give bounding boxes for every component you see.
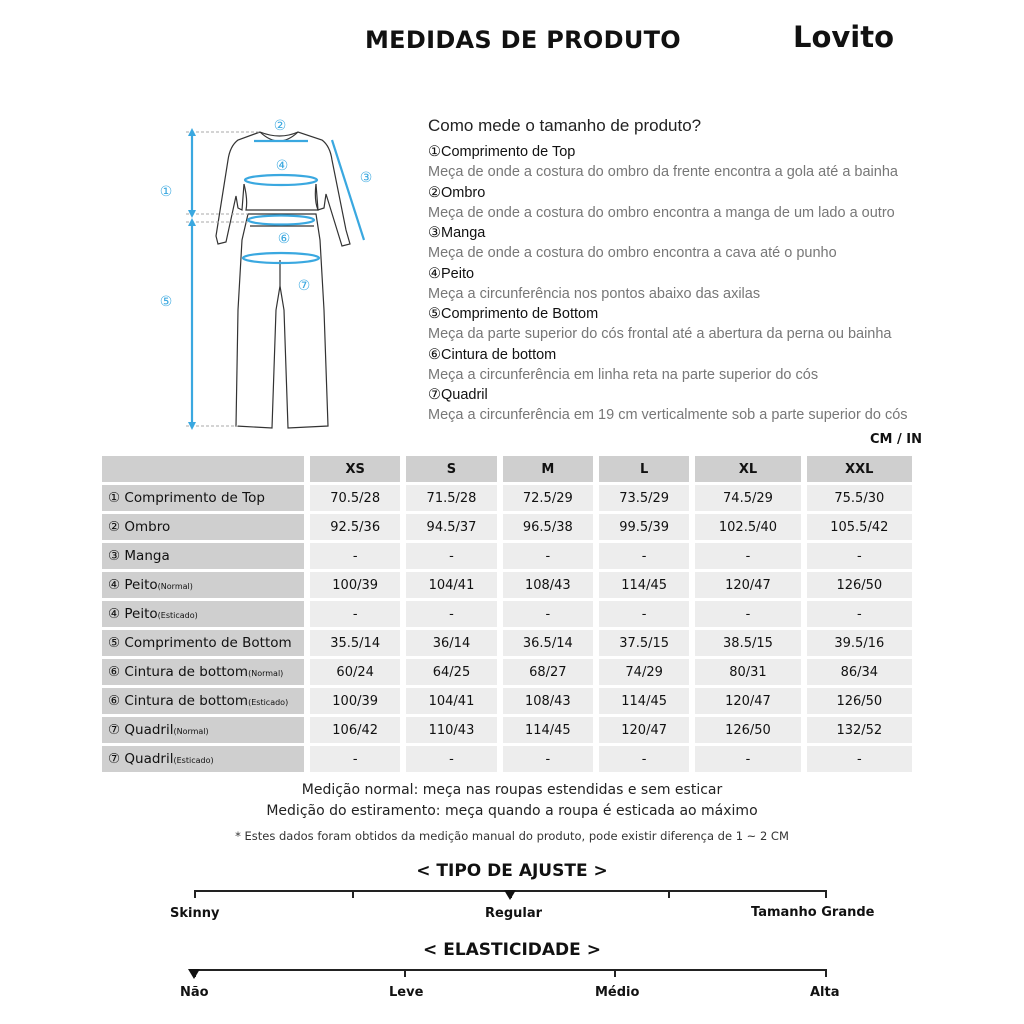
table-cell: - bbox=[310, 543, 400, 569]
table-cell: 74.5/29 bbox=[695, 485, 800, 511]
guide-item-desc: Meça a circunferência em linha reta na parte superior do cós bbox=[428, 366, 819, 383]
guide-item-desc: Meça de onde a costura do ombro da frente encontra a gola até a bainha bbox=[428, 164, 898, 180]
table-cell: 114/45 bbox=[599, 572, 689, 598]
note-disclaimer: * Estes dados foram obtidos da medição manual do produto, pode existir diferença de 1 ~ 2 CM bbox=[235, 829, 789, 843]
table-cell: 120/47 bbox=[695, 688, 800, 714]
row-label-text: ⑦ Quadril bbox=[108, 751, 174, 767]
table-cell: - bbox=[807, 543, 912, 569]
table-cell: 100/39 bbox=[310, 572, 400, 598]
row-label-text: ⑥ Cintura de bottom bbox=[108, 693, 249, 709]
elasticity-selected-marker bbox=[188, 969, 200, 979]
table-row bbox=[102, 572, 912, 598]
row-label-text: ④ Peito bbox=[108, 577, 158, 593]
measurement-guide bbox=[428, 116, 948, 426]
fit-tick bbox=[194, 890, 196, 898]
table-cell: - bbox=[695, 601, 800, 627]
fit-label-regular: Regular bbox=[485, 906, 543, 921]
guide-item-name: ③Manga bbox=[428, 225, 486, 241]
marker-hip: ⑦ bbox=[297, 278, 311, 294]
table-row bbox=[102, 514, 912, 540]
table-row bbox=[102, 746, 912, 772]
table-cell: 105.5/42 bbox=[807, 514, 912, 540]
guide-item-bottom-length bbox=[428, 304, 948, 345]
table-cell: 114/45 bbox=[599, 688, 689, 714]
table-cell: 36.5/14 bbox=[503, 630, 593, 656]
row-label-suffix: (Esticado) bbox=[173, 756, 214, 765]
table-cell: 96.5/38 bbox=[503, 514, 593, 540]
table-cell: 73.5/29 bbox=[599, 485, 689, 511]
table-cell: 102.5/40 bbox=[695, 514, 800, 540]
row-label bbox=[102, 659, 304, 685]
marker-waist: ⑥ bbox=[277, 231, 291, 247]
elasticity-label-high: Alta bbox=[810, 985, 840, 1000]
guide-item-name: ④Peito bbox=[428, 265, 475, 282]
size-header: S bbox=[406, 456, 496, 482]
table-cell: 94.5/37 bbox=[406, 514, 496, 540]
table-cell: 37.5/15 bbox=[599, 630, 689, 656]
row-label-text: ④ Peito bbox=[108, 606, 158, 622]
table-cell: - bbox=[695, 543, 800, 569]
row-label bbox=[102, 601, 304, 627]
row-label bbox=[102, 717, 304, 743]
fit-selected-marker bbox=[504, 890, 516, 900]
fit-tick bbox=[668, 890, 670, 898]
guide-item-desc: Meça a circunferência nos pontos abaixo das axilas bbox=[428, 285, 761, 302]
size-header: XL bbox=[695, 456, 800, 482]
size-header: L bbox=[599, 456, 689, 482]
table-cell: - bbox=[599, 543, 689, 569]
fit-type-title: < TIPO DE AJUSTE > bbox=[416, 861, 608, 881]
table-cell: 74/29 bbox=[599, 659, 689, 685]
fit-tick bbox=[352, 890, 354, 898]
guide-item-name: ⑥Cintura de bottom bbox=[428, 346, 557, 363]
table-cell: - bbox=[503, 601, 593, 627]
guide-item-name: ①Comprimento de Top bbox=[428, 144, 576, 160]
guide-item-desc: Meça da parte superior do cós frontal até a abertura da perna ou bainha bbox=[428, 326, 892, 342]
row-label-suffix: (Normal) bbox=[173, 727, 209, 736]
elasticity-tick bbox=[825, 969, 827, 977]
table-cell: - bbox=[599, 601, 689, 627]
table-cell: 64/25 bbox=[406, 659, 496, 685]
fit-label-skinny: Skinny bbox=[170, 906, 220, 921]
row-label-text: ⑦ Quadril bbox=[108, 722, 174, 738]
table-row bbox=[102, 543, 912, 569]
row-label bbox=[102, 543, 304, 569]
marker-shoulder: ② bbox=[273, 118, 287, 134]
size-header: XXL bbox=[807, 456, 912, 482]
table-cell: 38.5/15 bbox=[695, 630, 800, 656]
row-label bbox=[102, 746, 304, 772]
marker-sleeve: ③ bbox=[359, 170, 373, 186]
table-row bbox=[102, 659, 912, 685]
table-cell: 99.5/39 bbox=[599, 514, 689, 540]
elasticity-label-medium: Médio bbox=[595, 985, 640, 1000]
size-table bbox=[96, 453, 918, 775]
marker-top-length: ① bbox=[159, 184, 173, 200]
table-cell: 108/43 bbox=[503, 688, 593, 714]
table-cell: 106/42 bbox=[310, 717, 400, 743]
elasticity-title: < ELASTICIDADE > bbox=[423, 940, 601, 960]
table-cell: - bbox=[807, 746, 912, 772]
table-cell: 68/27 bbox=[503, 659, 593, 685]
guide-item-name: ⑤Comprimento de Bottom bbox=[428, 306, 599, 322]
table-cell: 70.5/28 bbox=[310, 485, 400, 511]
guide-item-top-length bbox=[428, 142, 948, 183]
row-label bbox=[102, 630, 304, 656]
table-cell: 86/34 bbox=[807, 659, 912, 685]
size-header-row bbox=[102, 456, 912, 482]
guide-item-name: ②Ombro bbox=[428, 184, 486, 201]
table-cell: 126/50 bbox=[807, 688, 912, 714]
row-label-suffix: (Esticado) bbox=[157, 611, 198, 620]
note-normal-measure: Medição normal: meça nas roupas estendidas e sem esticar bbox=[301, 782, 723, 798]
guide-item-desc: Meça a circunferência em 19 cm verticalmente sob a parte superior do cós bbox=[428, 407, 908, 423]
row-label-text: ① Comprimento de Top bbox=[108, 490, 265, 506]
table-cell: 126/50 bbox=[807, 572, 912, 598]
table-cell: - bbox=[807, 601, 912, 627]
table-cell: 35.5/14 bbox=[310, 630, 400, 656]
row-label bbox=[102, 688, 304, 714]
row-label-text: ③ Manga bbox=[108, 548, 170, 564]
table-cell: - bbox=[310, 601, 400, 627]
table-cell: 92.5/36 bbox=[310, 514, 400, 540]
elasticity-tick bbox=[614, 969, 616, 977]
table-cell: - bbox=[695, 746, 800, 772]
unit-label: CM / IN bbox=[870, 432, 922, 447]
table-row bbox=[102, 601, 912, 627]
table-cell: 71.5/28 bbox=[406, 485, 496, 511]
table-row bbox=[102, 485, 912, 511]
fit-tick bbox=[825, 890, 827, 898]
table-cell: 36/14 bbox=[406, 630, 496, 656]
guide-item-waist bbox=[428, 345, 948, 386]
table-cell: - bbox=[406, 601, 496, 627]
table-cell: 104/41 bbox=[406, 572, 496, 598]
table-cell: 80/31 bbox=[695, 659, 800, 685]
table-cell: - bbox=[503, 543, 593, 569]
table-cell: 126/50 bbox=[695, 717, 800, 743]
elasticity-scale-line bbox=[194, 969, 826, 971]
elasticity-label-none: Não bbox=[180, 985, 209, 1000]
table-cell: - bbox=[406, 746, 496, 772]
table-cell: 72.5/29 bbox=[503, 485, 593, 511]
elasticity-tick bbox=[404, 969, 406, 977]
table-cell: 132/52 bbox=[807, 717, 912, 743]
table-cell: 60/24 bbox=[310, 659, 400, 685]
table-cell: - bbox=[406, 543, 496, 569]
guide-item-hip bbox=[428, 385, 948, 426]
table-cell: - bbox=[310, 746, 400, 772]
table-cell: 108/43 bbox=[503, 572, 593, 598]
row-label-suffix: (Normal) bbox=[157, 582, 193, 591]
brand-logo: Lovito bbox=[793, 20, 895, 54]
garment-diagram bbox=[150, 110, 380, 440]
row-label-text: ⑤ Comprimento de Bottom bbox=[108, 635, 292, 651]
row-label bbox=[102, 514, 304, 540]
size-header: XS bbox=[310, 456, 400, 482]
row-label-text: ② Ombro bbox=[108, 519, 171, 535]
page-title: MEDIDAS DE PRODUTO bbox=[365, 26, 681, 54]
guide-item-name: ⑦Quadril bbox=[428, 387, 488, 403]
guide-item-desc: Meça de onde a costura do ombro encontra a manga de um lado a outro bbox=[428, 204, 895, 221]
table-row bbox=[102, 688, 912, 714]
guide-item-shoulder bbox=[428, 183, 948, 224]
guide-item-chest bbox=[428, 264, 948, 305]
note-stretch-measure: Medição do estiramento: meça quando a roupa é esticada ao máximo bbox=[266, 803, 758, 819]
table-row bbox=[102, 717, 912, 743]
size-header: M bbox=[503, 456, 593, 482]
garment-illustration bbox=[150, 110, 380, 440]
table-cell: 75.5/30 bbox=[807, 485, 912, 511]
marker-bottom-length: ⑤ bbox=[159, 294, 173, 310]
elasticity-label-light: Leve bbox=[389, 985, 424, 1000]
row-label-text: ⑥ Cintura de bottom bbox=[108, 664, 249, 680]
table-cell: - bbox=[503, 746, 593, 772]
guide-item-sleeve bbox=[428, 223, 948, 264]
table-cell: 104/41 bbox=[406, 688, 496, 714]
table-row bbox=[102, 630, 912, 656]
row-label-suffix: (Esticado) bbox=[248, 698, 289, 707]
guide-item-desc: Meça de onde a costura do ombro encontra a cava até o punho bbox=[428, 245, 837, 261]
row-label bbox=[102, 572, 304, 598]
guide-heading: Como mede o tamanho de produto? bbox=[428, 116, 702, 135]
table-cell: 120/47 bbox=[695, 572, 800, 598]
table-cell: 110/43 bbox=[406, 717, 496, 743]
table-cell: 100/39 bbox=[310, 688, 400, 714]
table-cell: 39.5/16 bbox=[807, 630, 912, 656]
table-cell: 120/47 bbox=[599, 717, 689, 743]
table-cell: - bbox=[599, 746, 689, 772]
marker-chest: ④ bbox=[275, 158, 289, 174]
table-cell: 114/45 bbox=[503, 717, 593, 743]
row-label-suffix: (Normal) bbox=[248, 669, 284, 678]
row-label bbox=[102, 485, 304, 511]
table-corner bbox=[102, 456, 304, 482]
fit-label-plus-size: Tamanho Grande bbox=[751, 905, 875, 920]
